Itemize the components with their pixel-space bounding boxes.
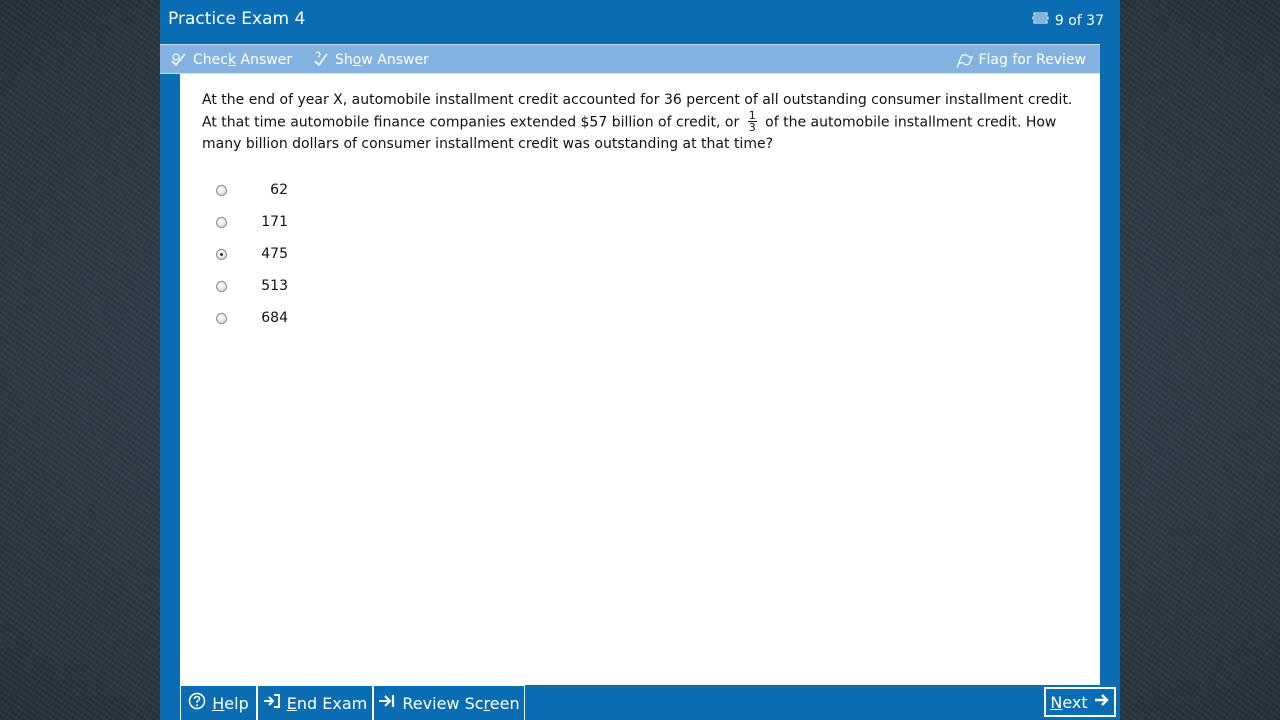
answer-choice-a[interactable] (216, 174, 288, 206)
check-answer-label: Check Answer (193, 52, 293, 68)
end-exam-label: End Exam (286, 693, 368, 713)
question-panel (180, 74, 1100, 685)
radio-button[interactable] (216, 281, 227, 292)
review-screen-icon (378, 693, 396, 713)
next-label: Next (1050, 692, 1088, 712)
question-text (202, 90, 1082, 155)
answer-choice-label: 684 (261, 310, 288, 326)
answer-choice-b[interactable] (216, 206, 288, 238)
question-list-icon (1032, 12, 1050, 30)
answer-choices (216, 174, 288, 334)
fraction-numerator: 1 (748, 109, 756, 122)
exam-title: Practice Exam 4 (168, 9, 306, 29)
next-button[interactable] (1044, 687, 1116, 717)
help-icon (188, 692, 206, 714)
show-answer-label: Show Answer (335, 52, 429, 68)
answer-choice-label: 62 (270, 182, 288, 198)
arrow-right-icon (1094, 692, 1110, 712)
flag-for-review-button[interactable] (955, 51, 1086, 69)
flag-for-review-label: Flag for Review (978, 52, 1086, 68)
question-text-part2: of the automobile installment credit. How many billion dollars of consumer installment credit was outstanding at that time? (202, 114, 1057, 152)
help-button[interactable] (180, 685, 257, 720)
answer-choice-label: 475 (261, 246, 288, 262)
fraction-one-third (748, 110, 757, 133)
show-answer-button[interactable] (312, 51, 429, 69)
show-answer-icon (312, 51, 330, 69)
end-exam-button[interactable] (257, 685, 373, 720)
question-text-part1: At the end of year X, automobile installment credit accounted for 36 percent of all outstanding consumer installment credit. At that time automobile finance companies extended $57 billion of credit, or (202, 92, 1073, 131)
review-screen-button[interactable] (373, 685, 525, 720)
question-counter-text: 9 of 37 (1054, 13, 1104, 29)
answer-choice-e[interactable] (216, 302, 288, 334)
radio-button[interactable] (216, 217, 227, 228)
fraction-denominator: 3 (748, 121, 756, 134)
answer-choice-label: 171 (261, 214, 288, 230)
check-answer-button[interactable] (170, 51, 292, 69)
review-screen-label: Review Screen (402, 693, 520, 713)
radio-button-selected[interactable] (216, 249, 227, 260)
question-counter (1032, 12, 1104, 30)
answer-choice-label: 513 (261, 278, 288, 294)
answer-choice-d[interactable] (216, 270, 288, 302)
exam-window (160, 0, 1120, 720)
flag-icon (955, 51, 973, 69)
radio-button[interactable] (216, 313, 227, 324)
radio-button[interactable] (216, 185, 227, 196)
end-exam-icon (263, 693, 281, 713)
help-label: Help (212, 693, 249, 713)
check-answer-icon (170, 51, 188, 69)
title-bar (160, 0, 1120, 42)
toolbar (160, 44, 1100, 74)
answer-choice-c[interactable] (216, 238, 288, 270)
footer-bar (160, 685, 1120, 720)
